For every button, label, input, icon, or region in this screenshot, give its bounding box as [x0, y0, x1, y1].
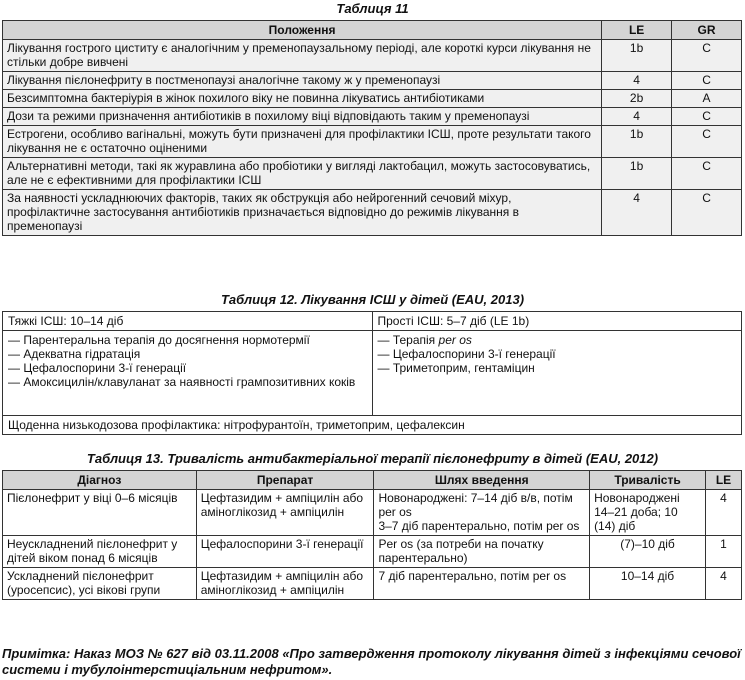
table-11 [2, 20, 742, 236]
table-12 [2, 311, 742, 435]
column-header: LE [705, 471, 741, 490]
le-cell: 2b [602, 90, 672, 108]
statement-cell: Естрогени, особливо вагінальні, можуть бути призначені для профілактики ІСШ, проте результати такого лікування не є остаточно оціненими [3, 126, 602, 158]
footnote: Примітка: Наказ МОЗ № 627 від 03.11.2008 «Про затвердження протоколу лікування дітей з інфекціями сечової системи і тубулоінтерстиціальним нефритом». [2, 646, 741, 677]
severe-uti-header: Тяжкі ІСШ: 10–14 діб [3, 312, 373, 331]
duration-cell: 10–14 діб [590, 568, 706, 600]
statement-cell: Дози та режими призначення антибіотиків в похилому віці відповідають таким у пременопаузі [3, 108, 602, 126]
column-header: Препарат [196, 471, 374, 490]
statement-cell: Лікування пієлонефриту в постменопаузі аналогічне такому ж у пременопаузі [3, 72, 602, 90]
table-row [3, 190, 742, 236]
list-item: — Триметоприм, гентаміцин [377, 361, 535, 375]
column-header: Шлях введення [374, 471, 590, 490]
le-cell: 1 [705, 536, 741, 568]
table-row [3, 72, 742, 90]
statement-cell: За наявності ускладнюючих факторів, таких як обструкція або нейрогенний сечовий міхур, профілактичне застосування антибіотиків призначається відповідно до режимів лікування в пременопаузі [3, 190, 602, 236]
list-item: — Цефалоспорини 3-ї генерації [8, 361, 187, 375]
le-cell: 1b [602, 126, 672, 158]
duration-cell: Новонароджені 14–21 доба; 10 (14) діб [590, 490, 706, 536]
diagnosis-cell: Ускладнений пієлонефрит (уросепсис), усі вікові групи [3, 568, 197, 600]
statement-cell: Лікування гострого циститу є аналогічним у пременопаузальному періоді, але короткі курси лікування не стільки добре вивчені [3, 40, 602, 72]
gr-cell: A [672, 90, 742, 108]
table-row [3, 536, 742, 568]
table-row [3, 40, 742, 72]
gr-cell: C [672, 108, 742, 126]
simple-uti-list [372, 331, 742, 416]
table-row [3, 126, 742, 158]
route-cell: 7 діб парентерально, потім per os [374, 568, 590, 600]
list-item: — Парентеральна терапія до досягнення нормотермії [8, 333, 310, 347]
column-header: Діагноз [3, 471, 197, 490]
le-cell: 1b [602, 40, 672, 72]
severe-uti-list [3, 331, 373, 416]
table-row [3, 90, 742, 108]
diagnosis-cell: Неускладнений пієлонефрит у дітей віком понад 6 місяців [3, 536, 197, 568]
column-header: Тривалість [590, 471, 706, 490]
column-header: LE [602, 21, 672, 40]
list-item: — Амоксицилін/клавуланат за наявності грампозитивних коків [8, 375, 356, 389]
table-row [3, 568, 742, 600]
table-13-caption: Таблиця 13. Тривалість антибактеріальної терапії пієлонефриту в дітей (ЕАU, 2012) [86, 451, 659, 466]
statement-cell: Безсимптомна бактеріурія в жінок похилого віку не повинна лікуватись антибіотиками [3, 90, 602, 108]
prophylaxis-row: Щоденна низькодозова профілактика: нітрофурантоїн, триметоприм, цефалексин [3, 416, 742, 435]
table-row [3, 490, 742, 536]
statement-cell: Альтернативні методи, такі як журавлина або пробіотики у вигляді лактобацил, можуть застосовуватись, але не є ефективними для профілактики ІСШ [3, 158, 602, 190]
le-cell: 4 [705, 490, 741, 536]
table-13 [2, 470, 742, 600]
table-row [3, 108, 742, 126]
list-item: — Терапія per os [377, 333, 472, 347]
list-item: — Цефалоспорини 3-ї генерації [377, 347, 556, 361]
route-cell: Per os (за потреби на початку парентерально) [374, 536, 590, 568]
table-12-caption: Таблиця 12. Лікування ІСШ у дітей (EAU, 2013) [220, 292, 525, 307]
le-cell: 4 [602, 190, 672, 236]
le-cell: 4 [602, 72, 672, 90]
column-header: Положення [3, 21, 602, 40]
table-row [3, 158, 742, 190]
gr-cell: C [672, 72, 742, 90]
diagnosis-cell: Пієлонефрит у віці 0–6 місяців [3, 490, 197, 536]
column-header: GR [672, 21, 742, 40]
simple-uti-header: Прості ІСШ: 5–7 діб (LE 1b) [372, 312, 742, 331]
gr-cell: C [672, 158, 742, 190]
route-cell: Новонароджені: 7–14 діб в/в, потім per os 3–7 діб парентерально, потім per os [374, 490, 590, 536]
drug-cell: Цефтазидим + ампіцилін або аміноглікозид + ампіцилін [196, 568, 374, 600]
gr-cell: C [672, 190, 742, 236]
drug-cell: Цефтазидим + ампіцилін або аміноглікозид + ампіцилін [196, 490, 374, 536]
drug-cell: Цефалоспорини 3-ї генерації [196, 536, 374, 568]
table-11-caption: Таблиця 11 [336, 1, 409, 16]
gr-cell: C [672, 126, 742, 158]
gr-cell: C [672, 40, 742, 72]
le-cell: 1b [602, 158, 672, 190]
list-item: — Адекватна гідратація [8, 347, 141, 361]
le-cell: 4 [705, 568, 741, 600]
duration-cell: (7)–10 діб [590, 536, 706, 568]
le-cell: 4 [602, 108, 672, 126]
